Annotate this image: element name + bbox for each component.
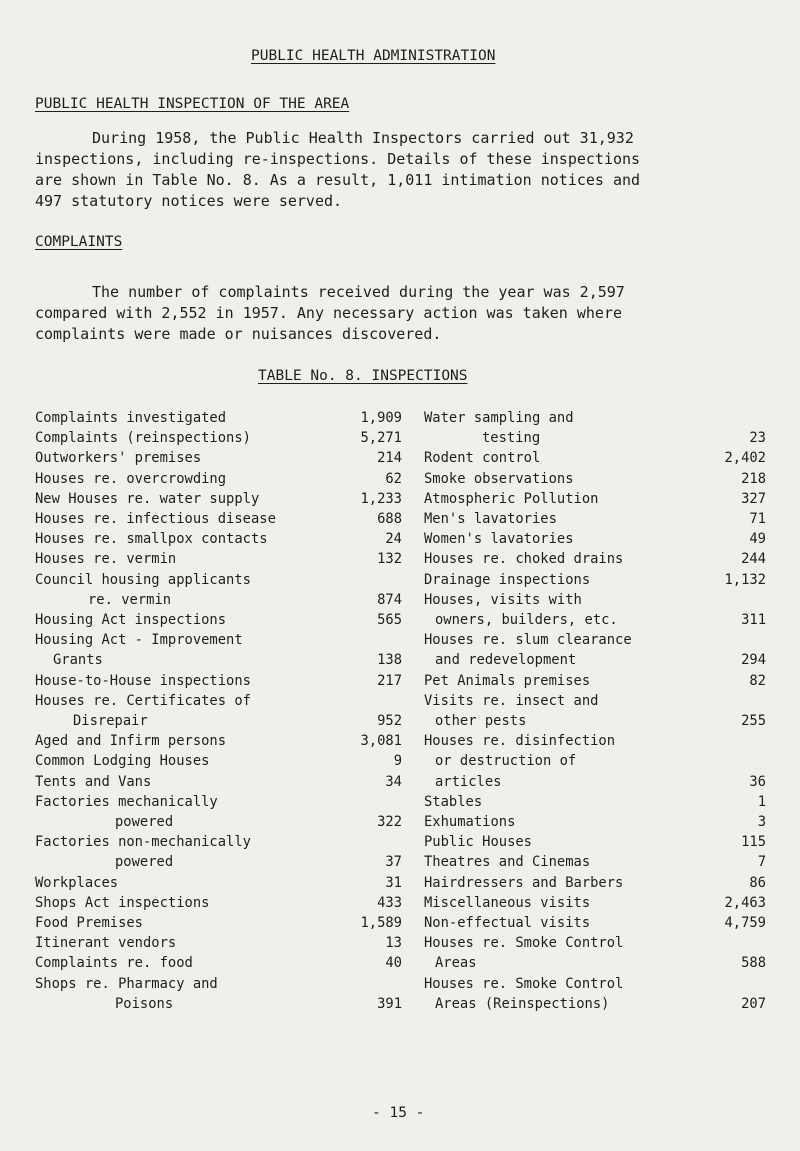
table-row-label: Itinerant vendors	[35, 935, 177, 952]
table-row-value: 952	[377, 713, 402, 729]
table-row-value: 37	[385, 854, 402, 871]
table-row-label: Tents and Vans	[35, 773, 152, 790]
table-row-value: 3	[757, 814, 766, 830]
table-title: TABLE No. 8. INSPECTIONS	[258, 368, 468, 384]
table-row-value: 49	[749, 531, 766, 548]
table-row-value: 2,463	[724, 894, 766, 911]
table-row-label: Theatres and Cinemas	[424, 854, 591, 871]
table-row-label: Visits re. insect and	[424, 692, 599, 709]
table-row-label: Public Houses	[424, 834, 532, 851]
table-row-value: 218	[741, 470, 766, 487]
table-row-label: Factories non-mechanically	[35, 834, 251, 851]
table-row-value: 36	[749, 773, 766, 790]
table-row-value: 244	[741, 551, 766, 568]
table-row-label: Drainage inspections	[424, 571, 591, 588]
table-row-label: Workplaces	[35, 874, 119, 891]
table-row-label: Shops Act inspections	[35, 894, 210, 911]
table-row-label: Food Premises	[35, 915, 143, 931]
table-row-value: 40	[385, 955, 402, 972]
table-row-label: Houses re. Smoke Control	[424, 935, 624, 952]
table-row-value: 214	[377, 450, 402, 467]
table-row-value: 874	[377, 591, 402, 608]
table-row-label: Disrepair	[73, 713, 148, 729]
table-row-label: Houses re. Smoke Control	[424, 975, 624, 992]
table-row-label: Houses re. slum clearance	[424, 632, 632, 649]
table-row-label: Houses re. Certificates of	[35, 692, 251, 709]
table-row-label: House-to-House inspections	[35, 672, 251, 689]
table-row-value: 217	[377, 672, 402, 689]
table-row-value: 34	[385, 773, 402, 790]
table-row-label: Aged and Infirm persons	[35, 733, 227, 750]
table-row-value: 391	[377, 995, 402, 1012]
table-row-label: Complaints investigated	[35, 410, 227, 426]
table-row-label: re. vermin	[88, 591, 172, 608]
page-number: - 15 -	[372, 1105, 425, 1121]
table-row-value: 62	[385, 470, 402, 487]
table-row-label: Complaints (reinspections)	[35, 430, 251, 447]
table-row-value: 132	[377, 551, 402, 568]
table-row-label: Non-effectual visits	[424, 915, 591, 931]
table-row-label: Stables	[424, 793, 483, 810]
table-row-value: 86	[749, 874, 766, 891]
table-row-label: other pests	[435, 713, 527, 729]
table-row-value: 23	[749, 430, 766, 447]
table-row-label: Areas (Reinspections)	[435, 995, 610, 1012]
complaints-paragraph	[35, 282, 775, 345]
table-row-value: 5,271	[360, 430, 402, 447]
section-heading-inspection: PUBLIC HEALTH INSPECTION OF THE AREA	[35, 96, 350, 112]
table-row-value: 138	[377, 652, 402, 669]
table-row-value: 4,759	[724, 915, 766, 931]
paragraph-line: 497 statutory notices were served.	[35, 192, 343, 210]
table-row-value: 3,081	[360, 733, 402, 750]
table-row-value: 1,589	[360, 915, 402, 931]
table-row-value: 688	[377, 511, 402, 527]
table-row-label: testing	[482, 430, 541, 447]
table-row-label: Houses re. disinfection	[424, 733, 616, 750]
table-row-label: Houses re. smallpox contacts	[35, 531, 268, 548]
table-row-value: 13	[385, 935, 402, 952]
table-row-label: Miscellaneous visits	[424, 894, 591, 911]
table-row-label: New Houses re. water supply	[35, 490, 260, 507]
table-row-value: 565	[377, 612, 402, 628]
table-row-value: 433	[377, 894, 402, 911]
table-row-value: 7	[757, 854, 766, 871]
table-row-label: Water sampling and	[424, 410, 574, 426]
table-row-label: Rodent control	[424, 450, 541, 467]
table-row-label: Men's lavatories	[424, 511, 557, 527]
table-row-label: Housing Act - Improvement	[35, 632, 243, 649]
table-row-label: Atmospheric Pollution	[424, 490, 599, 507]
table-row-label: Houses re. infectious disease	[35, 511, 276, 527]
page-title: PUBLIC HEALTH ADMINISTRATION	[251, 48, 496, 64]
paragraph-line: inspections, including re-inspections. Details of these inspections	[35, 150, 641, 168]
table-row-label: powered	[115, 814, 174, 830]
table-row-label: Pet Animals premises	[424, 672, 591, 689]
table-row-value: 588	[741, 955, 766, 972]
table-row-value: 1,233	[360, 490, 402, 507]
table-row-value: 255	[741, 713, 766, 729]
table-row-label: Houses re. overcrowding	[35, 470, 227, 487]
paragraph-line: During 1958, the Public Health Inspectors carried out 31,932	[92, 129, 634, 147]
section-heading-complaints: COMPLAINTS	[35, 234, 123, 250]
table-row-value: 9	[393, 753, 402, 770]
paragraph-line: compared with 2,552 in 1957. Any necessary action was taken where	[35, 304, 622, 322]
table-row-value: 322	[377, 814, 402, 830]
table-row-label: Houses re. choked drains	[424, 551, 624, 568]
paragraph-line: are shown in Table No. 8. As a result, 1,011 intimation notices and	[35, 171, 641, 189]
table-row-label: owners, builders, etc.	[435, 612, 618, 628]
table-row-label: Shops re. Pharmacy and	[35, 975, 218, 992]
table-row-value: 1,132	[724, 571, 766, 588]
table-row-label: Houses re. vermin	[35, 551, 177, 568]
table-row-label: and redevelopment	[435, 652, 577, 669]
table-row-label: Houses, visits with	[424, 591, 582, 608]
table-row-value: 327	[741, 490, 766, 507]
table-row-label: Housing Act inspections	[35, 612, 227, 628]
table-row-value: 71	[749, 511, 766, 527]
table-row-label: Exhumations	[424, 814, 516, 830]
table-row-label: Council housing applicants	[35, 571, 251, 588]
table-row-label: Complaints re. food	[35, 955, 193, 972]
table-row-label: Hairdressers and Barbers	[424, 874, 624, 891]
table-row-label: Common Lodging Houses	[35, 753, 210, 770]
table-row-value: 1	[757, 793, 766, 810]
table-row-value: 311	[741, 612, 766, 628]
table-row-label: Smoke observations	[424, 470, 574, 487]
table-row-value: 82	[749, 672, 766, 689]
table-row-label: Grants	[53, 652, 103, 669]
table-row-label: Areas	[435, 955, 477, 972]
table-row-label: articles	[435, 773, 502, 790]
table-row-value: 294	[741, 652, 766, 669]
table-row-value: 24	[385, 531, 402, 548]
table-row-label: or destruction of	[435, 753, 577, 770]
table-row-label: Women's lavatories	[424, 531, 574, 548]
paragraph-line: complaints were made or nuisances discovered.	[35, 325, 442, 343]
table-row-label: Poisons	[115, 995, 174, 1012]
table-row-label: powered	[115, 854, 174, 871]
table-row-value: 115	[741, 834, 766, 851]
table-row-value: 31	[385, 874, 402, 891]
table-row-value: 1,909	[360, 410, 402, 426]
table-row-label: Outworkers' premises	[35, 450, 202, 467]
table-row-value: 207	[741, 995, 766, 1012]
table-row-label: Factories mechanically	[35, 793, 218, 810]
table-row-value: 2,402	[724, 450, 766, 467]
paragraph-line: The number of complaints received during the year was 2,597	[92, 283, 625, 301]
inspection-paragraph	[35, 128, 775, 212]
